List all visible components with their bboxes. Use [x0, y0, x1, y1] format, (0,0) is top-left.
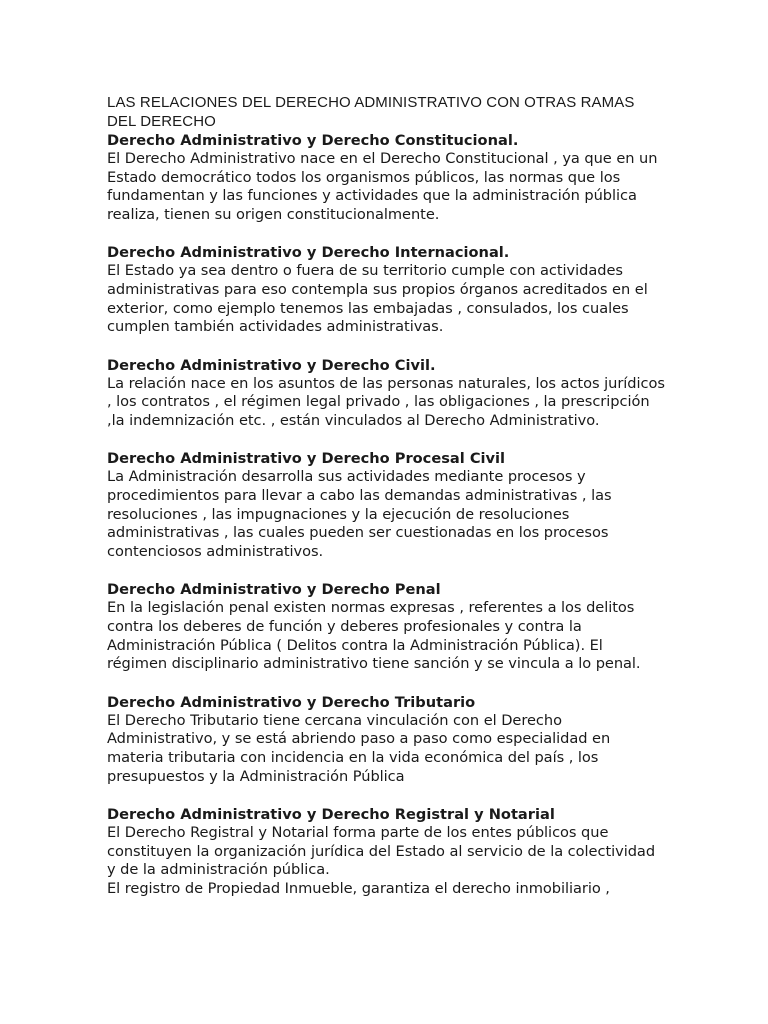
section-civil	[107, 356, 667, 431]
document-title: LAS RELACIONES DEL DERECHO ADMINISTRATIVO CON OTRAS RAMAS DEL DERECHO	[107, 94, 635, 130]
section-paragraph: El Estado ya sea dentro o fuera de su territorio cumple con actividades administrativas para eso contempla sus propios órganos acreditados en el exterior, como ejemplo tenemos las embajadas , consulados, los cuales cumplen también actividades administrativas.	[107, 262, 648, 336]
section-paragraph: El Derecho Tributario tiene cercana vinculación con el Derecho Administrativo, y se está abriendo paso a paso como especialidad en materia tributaria con incidencia en la vida económica del país , los presupuestos y la Administración Pública	[107, 711, 611, 785]
section-internacional	[107, 243, 667, 337]
section-heading: Derecho Administrativo y Derecho Constitucional.	[107, 132, 519, 149]
section-registral-notarial	[107, 805, 667, 899]
section-paragraph: El Derecho Registral y Notarial forma parte de los entes públicos que constituyen la organización jurídica del Estado al servicio de la colectividad y de la administración pública.	[107, 823, 656, 879]
section-penal	[107, 580, 667, 674]
section-paragraph: El Derecho Administrativo nace en el Derecho Constitucional , ya que en un Estado democrático todos los organismos públicos, las normas que los fundamentan y las funciones y actividades que la administración pública realiza, tienen su origen constitucionalmente.	[107, 150, 658, 224]
section-heading: Derecho Administrativo y Derecho Penal	[107, 581, 441, 599]
section-paragraph: La relación nace en los asuntos de las personas naturales, los actos jurídicos , los contratos , el régimen legal privado , las obligaciones , la prescripción ,la indemnización etc. , están vinculados al Derecho Administrativo.	[107, 374, 665, 430]
section-paragraph: El registro de Propiedad Inmueble, garantiza el derecho inmobiliario ,	[107, 879, 610, 897]
section-tributario	[107, 693, 667, 787]
section-procesal-civil	[107, 449, 667, 562]
section-paragraph: En la legislación penal existen normas expresas , referentes a los delitos contra los deberes de función y deberes profesionales y contra la Administración Pública ( Delitos contra la Administración Pública). El régimen disciplinario administrativo tiene sanción y se vincula a lo penal.	[107, 599, 641, 673]
section-heading: Derecho Administrativo y Derecho Civil.	[107, 356, 436, 374]
section-heading: Derecho Administrativo y Derecho Internacional.	[107, 244, 510, 262]
section-heading: Derecho Administrativo y Derecho Registral y Notarial	[107, 805, 555, 823]
section-paragraph: La Administración desarrolla sus actividades mediante procesos y procedimientos para llevar a cabo las demandas administrativas , las resoluciones , las impugnaciones y la ejecución de resoluciones administrativas , las cuales pueden ser cuestionadas en los procesos contenciosos administrativos.	[107, 468, 612, 561]
section-constitucional	[107, 131, 667, 225]
section-heading: Derecho Administrativo y Derecho Procesal Civil	[107, 450, 506, 468]
document-page	[107, 93, 667, 917]
section-heading: Derecho Administrativo y Derecho Tributario	[107, 693, 476, 711]
